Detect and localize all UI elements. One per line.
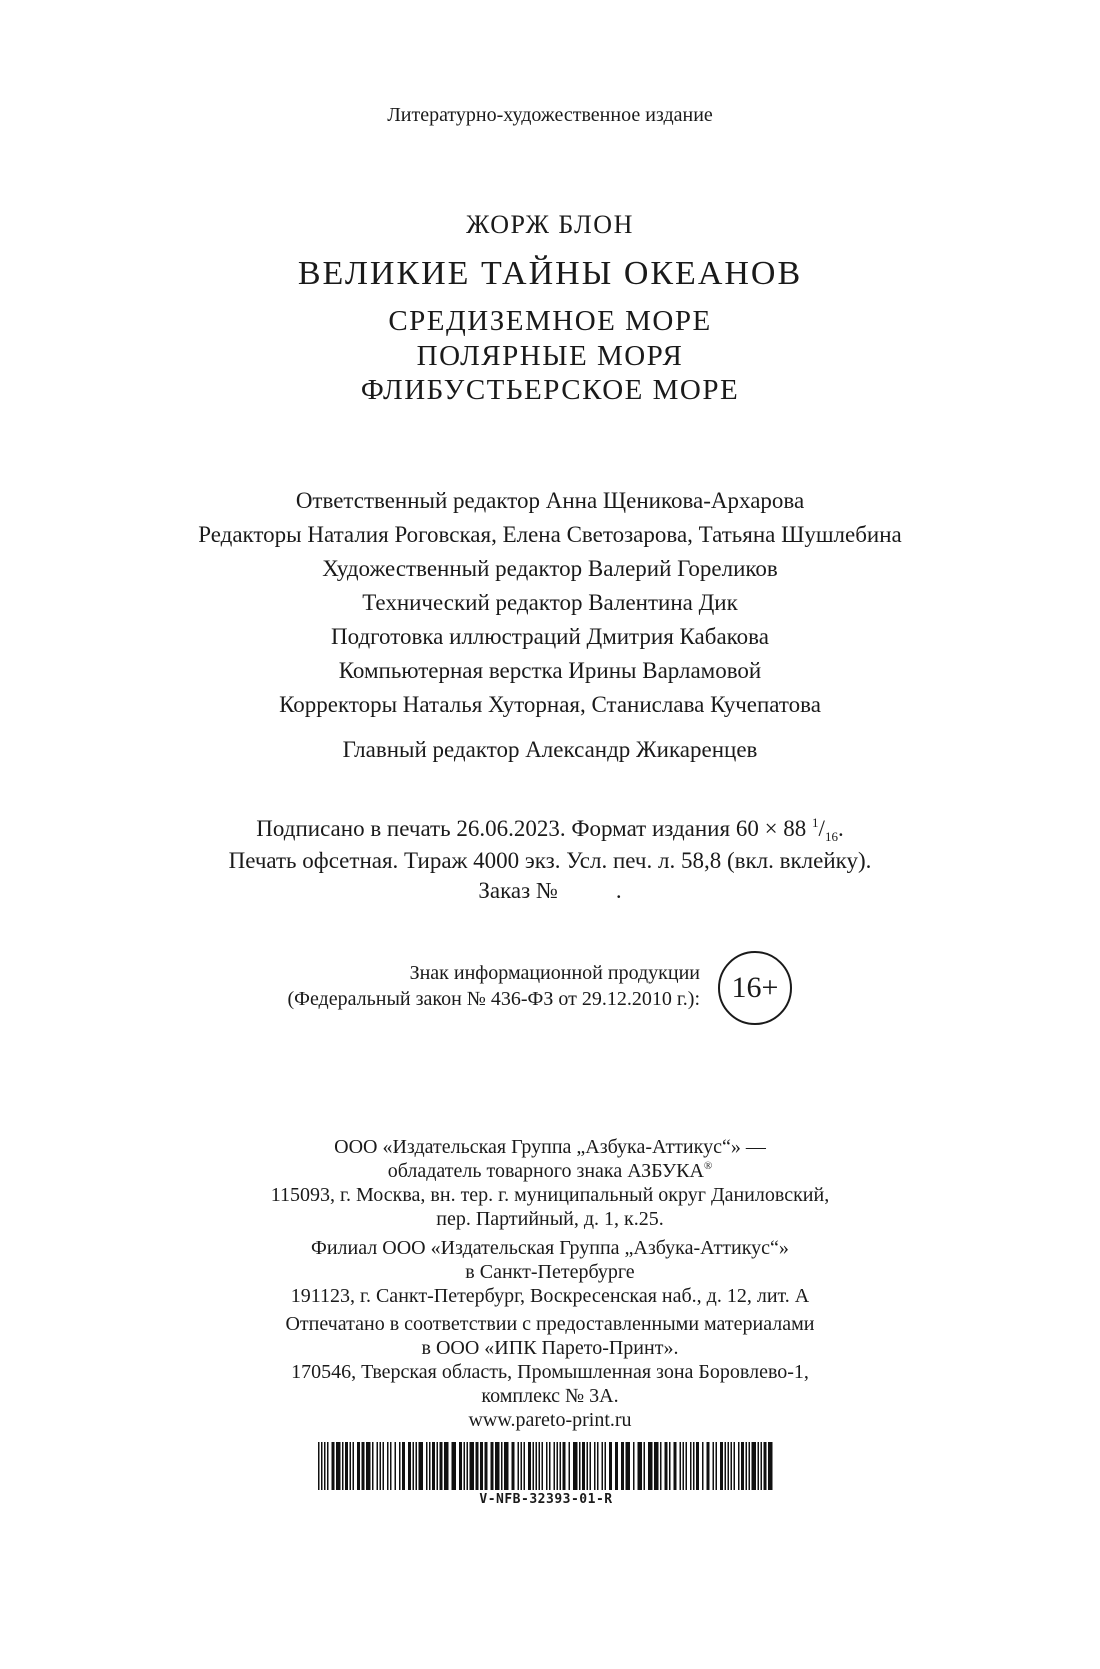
barcode-bar xyxy=(594,1442,596,1490)
barcode-bar xyxy=(690,1442,692,1490)
print-info-line-1 xyxy=(0,815,1100,845)
order-label: Заказ № xyxy=(478,878,558,903)
barcode-bar xyxy=(665,1442,668,1490)
barcode-bar xyxy=(327,1442,329,1490)
barcode-bar xyxy=(573,1442,578,1490)
info-sign-line-2: (Федеральный закон № 436-ФЗ от 29.12.2010 г.): xyxy=(287,988,700,1010)
publisher-line xyxy=(0,1160,1100,1183)
barcode-bar xyxy=(768,1442,773,1490)
barcode-bar xyxy=(504,1442,509,1490)
barcode-bar xyxy=(485,1442,488,1490)
barcode-bar xyxy=(615,1442,618,1490)
barcode-bar xyxy=(357,1442,360,1490)
barcode-bar xyxy=(444,1442,449,1490)
print-info-line-2: Печать офсетная. Тираж 4000 экз. Усл. печ. л. 58,8 (вкл. вклейку). xyxy=(228,848,872,873)
barcode-bar xyxy=(372,1442,374,1490)
publisher-line: 115093, г. Москва, вн. тер. г. муниципальный округ Даниловский, xyxy=(270,1184,830,1206)
barcode-bar xyxy=(761,1442,763,1490)
barcode-bar xyxy=(741,1442,744,1490)
barcode-bar xyxy=(408,1442,411,1490)
barcode-bar xyxy=(429,1442,431,1490)
barcode-bar xyxy=(321,1442,323,1490)
barcode-bar xyxy=(590,1442,592,1490)
credit-line: Редакторы Наталия Роговская, Елена Светозарова, Татьяна Шушлебина xyxy=(198,522,902,547)
publisher-trademark: обладатель товарного знака АЗБУКА xyxy=(387,1160,704,1182)
barcode-bar xyxy=(380,1442,382,1490)
format-fraction-denominator: 16 xyxy=(824,829,838,844)
barcode-bar xyxy=(476,1442,479,1490)
barcode-bar xyxy=(746,1442,748,1490)
barcode-bar xyxy=(528,1442,531,1490)
printer-line: комплекс № 3А. xyxy=(481,1385,619,1407)
branch-line: Филиал ООО «Издательская Группа „Азбука-Аттикус“» xyxy=(311,1237,789,1259)
barcode-bar xyxy=(633,1442,635,1490)
barcode-bar xyxy=(324,1442,326,1490)
barcode-bar xyxy=(332,1442,335,1490)
barcode-bar xyxy=(674,1442,677,1490)
barcode-bar xyxy=(644,1442,646,1490)
barcode-bar xyxy=(533,1442,535,1490)
barcode-bar xyxy=(554,1442,556,1490)
barcode-bar xyxy=(402,1442,405,1490)
barcode-bar xyxy=(362,1442,365,1490)
barcode-bar xyxy=(702,1442,704,1490)
barcode-bar xyxy=(480,1442,483,1490)
credit-line: Компьютерная верстка Ирины Варламовой xyxy=(338,658,762,683)
author-name: ЖОРЖ БЛОН xyxy=(466,210,634,239)
credit-line: Подготовка иллюстраций Дмитрия Кабакова xyxy=(331,624,769,649)
print-info-period: . xyxy=(837,816,844,841)
barcode-bar xyxy=(495,1442,500,1490)
barcode-bar xyxy=(758,1442,760,1490)
barcode-bar xyxy=(738,1442,740,1490)
barcode-bar xyxy=(377,1442,379,1490)
barcode-bar xyxy=(669,1442,671,1490)
barcode-bar xyxy=(336,1442,341,1490)
barcode-bar xyxy=(413,1442,415,1490)
age-rating-badge: 16+ xyxy=(718,951,792,1025)
barcode-bar xyxy=(416,1442,418,1490)
barcode-bar xyxy=(390,1442,392,1490)
barcode-bar xyxy=(419,1442,424,1490)
barcode-bar xyxy=(432,1442,435,1490)
barcode-bar xyxy=(728,1442,730,1490)
book-title: ВЕЛИКИЕ ТАЙНЫ ОКЕАНОВ xyxy=(297,255,803,292)
barcode-bar xyxy=(395,1442,397,1490)
barcode-bar xyxy=(609,1442,612,1490)
branch-line: в Санкт-Петербурге xyxy=(465,1261,635,1283)
branch-line: 191123, г. Санкт-Петербург, Воскресенская наб., д. 12, лит. А xyxy=(290,1285,810,1307)
subtitle-2: ПОЛЯРНЫЕ МОРЯ xyxy=(416,340,684,372)
credit-line: Ответственный редактор Анна Щеникова-Архарова xyxy=(295,488,805,513)
subtitle-1: СРЕДИЗЕМНОЕ МОРЕ xyxy=(388,305,712,337)
barcode-bar xyxy=(345,1442,348,1490)
chief-editor: Главный редактор Александр Жикаренцев xyxy=(342,737,758,762)
barcode-bar xyxy=(539,1442,541,1490)
barcode-bar xyxy=(512,1442,515,1490)
publisher-line: ООО «Издательская Группа „Азбука-Аттикус“» — xyxy=(334,1136,766,1158)
format-fraction-slash: / xyxy=(818,816,825,841)
barcode-bar xyxy=(680,1442,682,1490)
barcode xyxy=(318,1442,774,1490)
barcode-bar xyxy=(491,1442,494,1490)
barcode-bar xyxy=(536,1442,538,1490)
barcode-bar xyxy=(569,1442,571,1490)
barcode-bar xyxy=(387,1442,389,1490)
barcode-bar xyxy=(518,1442,520,1490)
barcode-bar xyxy=(470,1442,475,1490)
printer-url: www.pareto-print.ru xyxy=(468,1409,632,1431)
barcode-bar xyxy=(716,1442,718,1490)
barcode-bar xyxy=(654,1442,659,1490)
barcode-bar xyxy=(602,1442,604,1490)
barcode-bar xyxy=(353,1442,355,1490)
barcode-bar xyxy=(464,1442,466,1490)
printer-line: 170546, Тверская область, Промышленная зона Боровлево-1, xyxy=(291,1361,809,1383)
barcode-bar xyxy=(467,1442,469,1490)
barcode-bar xyxy=(707,1442,710,1490)
barcode-bar xyxy=(597,1442,599,1490)
barcode-bar xyxy=(366,1442,371,1490)
credit-line: Технический редактор Валентина Дик xyxy=(362,590,738,615)
barcode-bar xyxy=(501,1442,503,1490)
barcode-bar xyxy=(686,1442,688,1490)
barcode-bar xyxy=(521,1442,523,1490)
info-sign-line-1: Знак информационной продукции xyxy=(409,962,700,984)
order-number xyxy=(0,878,1100,904)
barcode-bar xyxy=(426,1442,428,1490)
credit-line: Художественный редактор Валерий Гореликов xyxy=(322,556,778,581)
barcode-bar xyxy=(648,1442,653,1490)
barcode-bar xyxy=(764,1442,767,1490)
publisher-line: пер. Партийный, д. 1, к.25. xyxy=(436,1208,664,1230)
barcode-bar xyxy=(752,1442,757,1490)
barcode-bar xyxy=(725,1442,727,1490)
barcode-bar xyxy=(693,1442,695,1490)
barcode-bar xyxy=(557,1442,559,1490)
format-fraction-numerator: 1 xyxy=(812,815,819,830)
credit-line: Корректоры Наталья Хуторная, Станислава Кучепатова xyxy=(279,692,821,717)
edition-type: Литературно-художественное издание xyxy=(387,104,713,126)
barcode-bar xyxy=(399,1442,401,1490)
printer-line: в ООО «ИПК Парето-Принт». xyxy=(421,1337,679,1359)
barcode-bar xyxy=(524,1442,526,1490)
barcode-bar xyxy=(587,1442,589,1490)
registered-mark: ® xyxy=(703,1160,713,1172)
barcode-text: V-NFB-32393-01-R xyxy=(479,1492,613,1507)
barcode-bar xyxy=(734,1442,736,1490)
barcode-bar xyxy=(638,1442,643,1490)
barcode-bar xyxy=(563,1442,566,1490)
barcode-bar xyxy=(731,1442,733,1490)
barcode-bar xyxy=(342,1442,344,1490)
barcode-bar xyxy=(350,1442,352,1490)
subtitle-3: ФЛИБУСТЬЕРСКОЕ МОРЕ xyxy=(360,374,740,406)
barcode-bar xyxy=(660,1442,662,1490)
barcode-bar xyxy=(626,1442,631,1490)
barcode-bar xyxy=(437,1442,439,1490)
print-info-text: Подписано в печать 26.06.2023. Формат издания 60 × 88 xyxy=(256,816,807,841)
barcode-bar xyxy=(560,1442,562,1490)
barcode-bar xyxy=(696,1442,699,1490)
barcode-bar xyxy=(582,1442,585,1490)
barcode-bar xyxy=(452,1442,457,1490)
barcode-bar xyxy=(318,1442,320,1490)
printer-line: Отпечатано в соответствии с предоставленными материалами xyxy=(285,1313,815,1335)
barcode-bar xyxy=(383,1442,385,1490)
barcode-bar xyxy=(683,1442,685,1490)
barcode-bar xyxy=(605,1442,607,1490)
barcode-bar xyxy=(546,1442,548,1490)
barcode-bar xyxy=(459,1442,462,1490)
barcode-bar xyxy=(621,1442,624,1490)
barcode-bar xyxy=(713,1442,715,1490)
barcode-bar xyxy=(579,1442,581,1490)
barcode-bar xyxy=(542,1442,544,1490)
order-period: . xyxy=(615,878,622,903)
barcode-bar xyxy=(549,1442,551,1490)
barcode-bar xyxy=(440,1442,443,1490)
barcode-bar xyxy=(720,1442,723,1490)
barcode-bar xyxy=(749,1442,751,1490)
